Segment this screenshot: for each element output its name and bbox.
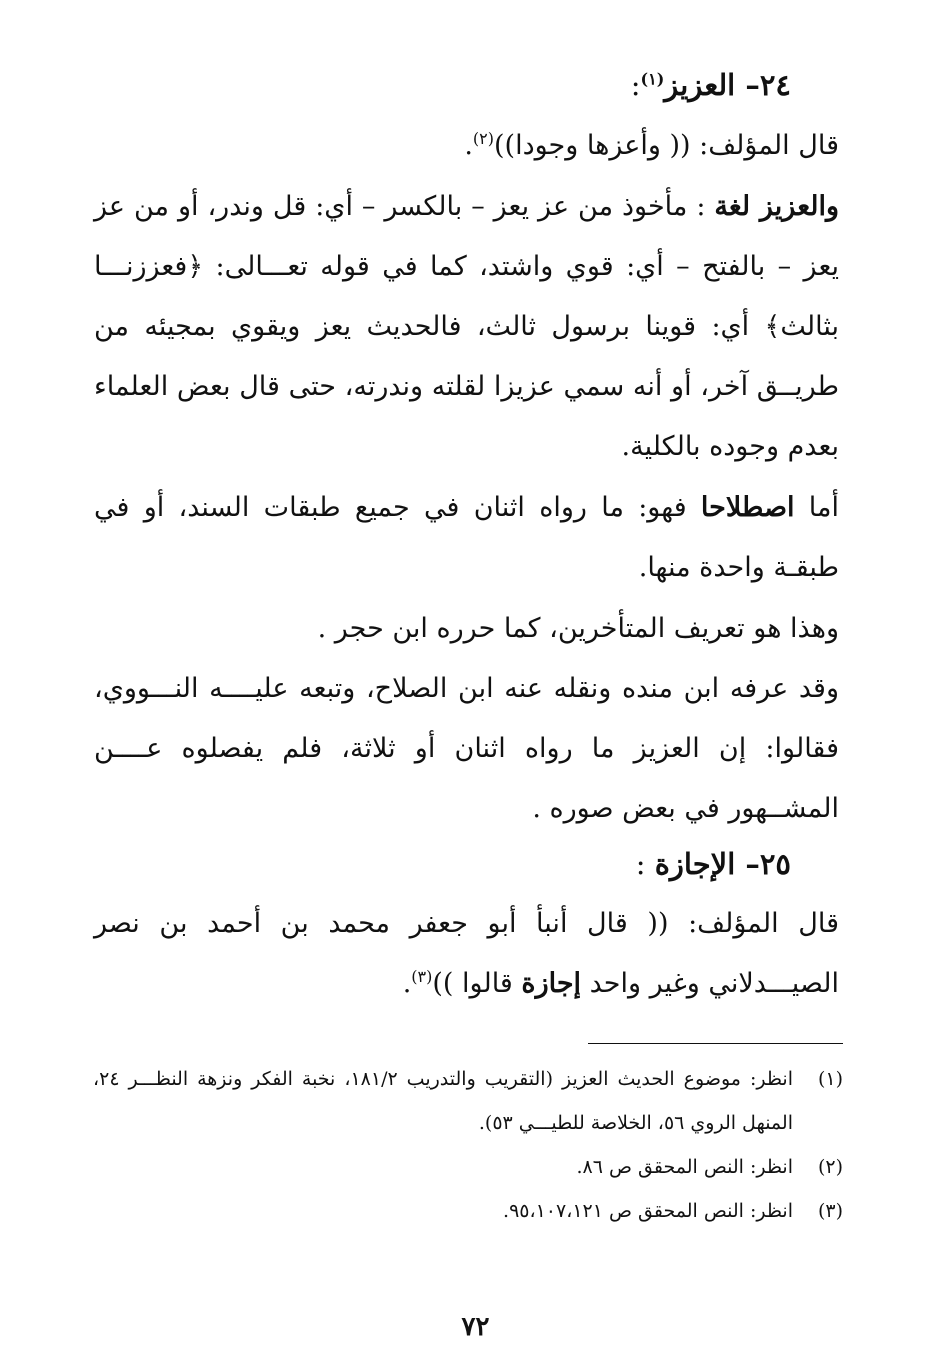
footnote-number: (١)	[817, 1068, 843, 1090]
footnote-ref-3: (٣)	[411, 967, 433, 986]
footnote-item	[93, 1189, 843, 1233]
taarif-paragraph	[94, 599, 839, 659]
footnote-text: انظر: النص المحقق ص ٩٥،١٠٧،١٢١.	[503, 1200, 793, 1222]
section-25-title: ٢٥– الإجازة	[654, 847, 791, 881]
footnotes	[93, 1057, 843, 1233]
author-quote-text: قال المؤلف: (( وأعزها وجودا))	[494, 130, 839, 161]
istilah-paragraph	[94, 478, 839, 598]
ibn-mandah-paragraph	[94, 659, 839, 839]
footnote-text: انظر: موضوع الحديث العزيز (التقريب والتدريب ١٨١/٢، نخبة الفكر ونزهة النظـــر ٢٤، المنهل الروي ٥٦، الخلاصة للطيـــي ٥٣).	[93, 1068, 793, 1134]
footnote-text: انظر: النص المحقق ص ٨٦.	[576, 1156, 793, 1178]
footnote-separator	[588, 1043, 843, 1044]
section-24-heading	[631, 55, 791, 115]
footnote-ref-2: (٢)	[472, 129, 494, 148]
quote-25-bold: إجازة	[521, 968, 582, 999]
section-24-title: ٢٤– العزيز	[664, 68, 791, 102]
lugha-text: : مأخوذ من عز يعز – بالكسر – أي: قل وندر، أو من عز يعز – بالفتح – أي: قوي واشتد، كما في قوله تعـــالى: ﴿فعززنـــا بثالث﴾ أي: قوينا برسول ثالث، فالحديث يعز ويقوي بمجيئه من طريــق آخر، أو أنه سمي عزيزا لقلته وندرته، حتى قال بعض العلماء بعدم وجوده بالكلية.	[94, 191, 839, 462]
quote-25-post: قالوا ))	[432, 968, 522, 999]
footnote-number: (٣)	[817, 1200, 843, 1222]
author-quote-25	[94, 894, 839, 1014]
quote-25-pre: قال المؤلف: (( قال أنبأ أبو جعفر محمد بن أحمد بن نصر الصيـــدلاني وغير واحد	[94, 908, 839, 999]
ibn-mandah-text: وقد عرفه ابن منده ونقله عنه ابن الصلاح، وتبعه عليــــه النـــووي، فقالوا: إن العزيز ما رواه اثنان أو ثلاثة، فلم يفصلوه عــــن المشــهور في بعض صوره .	[94, 673, 839, 824]
author-quote-end: .	[464, 130, 473, 161]
author-quote-24	[94, 116, 839, 176]
istilah-text: فهو: ما رواه اثنان في جميع طبقات السند، أو في طبقـة واحدة منها.	[94, 492, 839, 583]
istilah-lead-term: اصطلاحا	[700, 492, 795, 523]
section-25-heading	[636, 834, 791, 894]
footnote-item	[93, 1145, 843, 1189]
lugha-paragraph	[94, 177, 839, 477]
lugha-lead-term: والعزيز لغة	[714, 191, 839, 222]
footnote-ref-1: (١)	[640, 69, 665, 89]
footnote-number: (٢)	[817, 1156, 843, 1178]
taarif-text: وهذا هو تعريف المتأخرين، كما حرره ابن حجر .	[317, 613, 839, 644]
page-number: ٧٢	[461, 1312, 490, 1342]
istilah-pre: أما	[794, 492, 839, 523]
section-24-colon: :	[630, 68, 641, 102]
quote-25-end: .	[402, 968, 412, 999]
section-25-colon: :	[635, 847, 655, 881]
footnote-item	[93, 1057, 843, 1145]
